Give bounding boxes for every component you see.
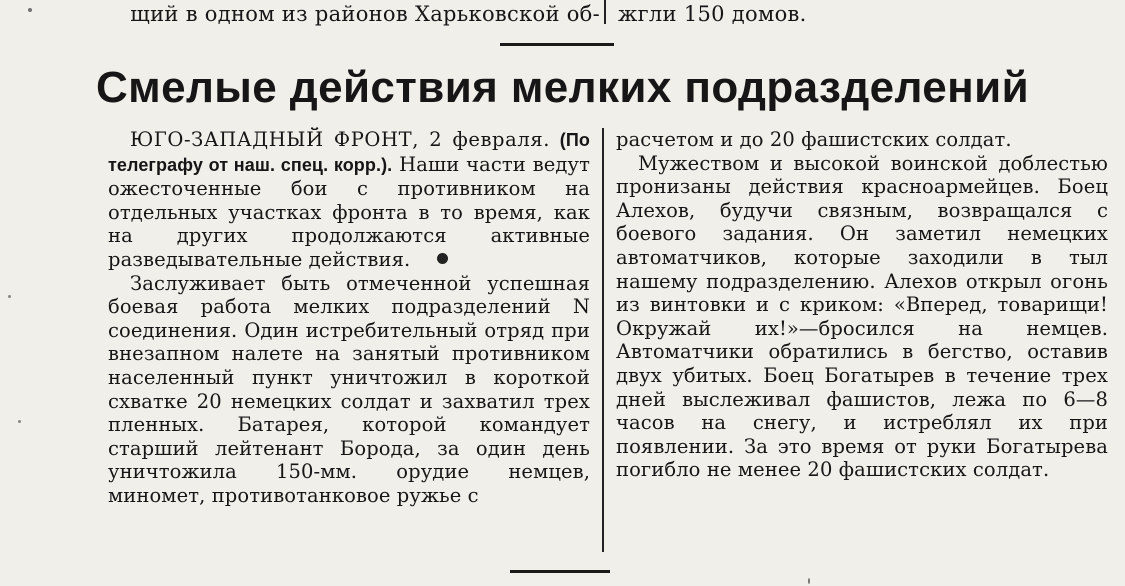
article-paragraph: Мужеством и высокой воинской доблестью пронизаны действия красноармейцев. Боец Алехов, будучи связным, возвращался с боевого задания. Он заметил немецких автоматчиков, которые заходили в тыл нашему подразделению. Алехов открыл огонь из винтовки и с криком: «Вперед, товарищи! Окружай их!»—бросился на немцев. Автоматчики обратились в бегство, оставив двух убитых. Боец Богатырев в течение трех дней выслеживал фашистов, лежа по 6—8 часов на снегу, и истреблял их при появлении. За это время от руки Богатырева погибло не менее 20 фашистских солдат. (616, 151, 1108, 482)
lead-text: Наши части ведут ожесточенные бои с противником на отдельных участках фронта в то время, как на других продолжаются активные разведывательные действия. (108, 152, 590, 271)
article-column-right (616, 128, 1108, 482)
previous-article-fragment (100, 0, 1100, 30)
column-divider (602, 128, 604, 552)
article-lead-paragraph (108, 128, 590, 272)
column-divider-top (604, 0, 606, 24)
separator-rule-bottom (510, 570, 610, 573)
dateline: ЮГО-ЗАПАДНЫЙ ФРОНТ, 2 февраля. (130, 128, 551, 151)
article-continuation: расчетом и до 20 фашистских солдат. (616, 128, 1012, 151)
article-paragraph: Заслуживает быть отмеченной успешная боевая работа мелких подразделений N соединения. Один истребительный отряд при внезапном налете на занятый противником населенный пункт уничтожил в короткой схватке 20 немецких солдат и захватил трех пленных. Батарея, которой командует старший лейтенант Борода, за один день уничтожила 150-мм. орудие немцев, миномет, противотанковое ружье с (108, 271, 590, 507)
ink-speck (28, 8, 32, 12)
ink-speck (8, 295, 11, 298)
separator-rule-top (500, 43, 614, 46)
ink-speck (18, 420, 21, 423)
fragment-left-line: щий в одном из районов Харьковской об- (130, 2, 600, 26)
ink-blot (437, 253, 448, 264)
article-column-left (108, 128, 590, 508)
ink-speck (808, 578, 810, 584)
fragment-right-line: жгли 150 домов. (618, 2, 807, 26)
byline: (По телеграфу от наш. спец. корр.). (108, 130, 590, 175)
article-headline: Смелые действия мелких подразделений (95, 63, 1030, 112)
